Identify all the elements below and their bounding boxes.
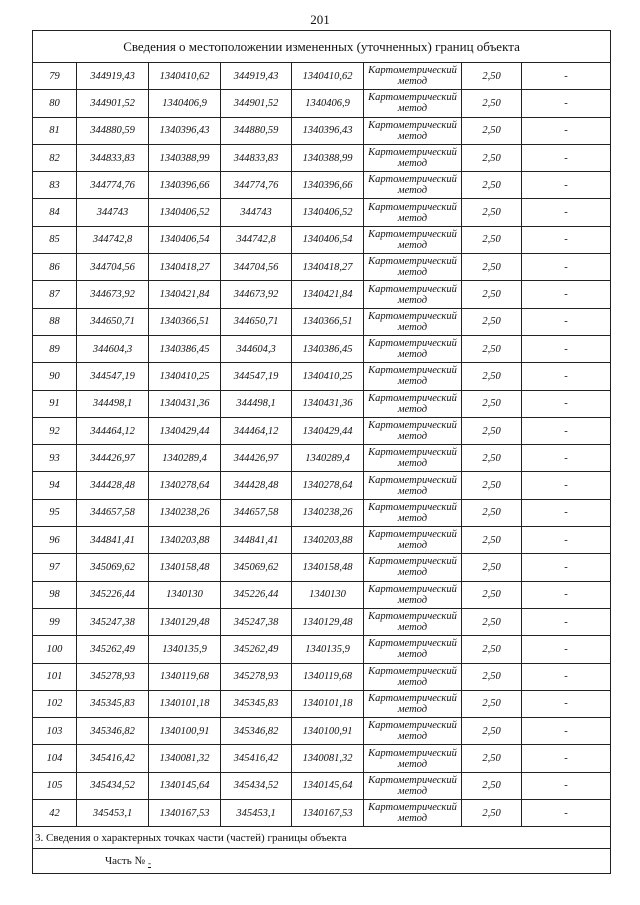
existing-x-cell: 345453,1 xyxy=(77,800,149,827)
new-x-cell: 344704,56 xyxy=(221,254,292,281)
new-y-cell: 1340406,52 xyxy=(292,199,364,226)
new-y-cell: 1340100,91 xyxy=(292,718,364,745)
existing-x-cell: 345226,44 xyxy=(77,581,149,608)
description-cell: - xyxy=(522,144,611,171)
new-y-cell: 1340119,68 xyxy=(292,663,364,690)
point-number-cell: 91 xyxy=(33,390,77,417)
point-number-cell: 86 xyxy=(33,254,77,281)
existing-x-cell: 345346,82 xyxy=(77,718,149,745)
existing-x-cell: 345434,52 xyxy=(77,772,149,799)
new-y-cell: 1340081,32 xyxy=(292,745,364,772)
accuracy-cell: 2,50 xyxy=(462,581,522,608)
new-x-cell: 345345,83 xyxy=(221,690,292,717)
method-cell: Картометрический метод xyxy=(364,144,462,171)
new-x-cell: 344901,52 xyxy=(221,90,292,117)
table-row xyxy=(33,226,611,253)
accuracy-cell: 2,50 xyxy=(462,363,522,390)
accuracy-cell: 2,50 xyxy=(462,117,522,144)
table-row xyxy=(33,636,611,663)
existing-y-cell: 1340410,25 xyxy=(149,363,221,390)
table-row xyxy=(33,63,611,90)
method-cell: Картометрический метод xyxy=(364,499,462,526)
point-number-cell: 100 xyxy=(33,636,77,663)
description-cell: - xyxy=(522,472,611,499)
point-number-cell: 80 xyxy=(33,90,77,117)
table-row xyxy=(33,663,611,690)
description-cell: - xyxy=(522,581,611,608)
existing-y-cell: 1340135,9 xyxy=(149,636,221,663)
new-y-cell: 1340278,64 xyxy=(292,472,364,499)
description-cell: - xyxy=(522,226,611,253)
table-row xyxy=(33,363,611,390)
existing-x-cell: 344547,19 xyxy=(77,363,149,390)
new-x-cell: 344604,3 xyxy=(221,335,292,362)
new-x-cell: 344774,76 xyxy=(221,172,292,199)
accuracy-cell: 2,50 xyxy=(462,335,522,362)
method-cell: Картометрический метод xyxy=(364,772,462,799)
description-cell: - xyxy=(522,445,611,472)
table-row xyxy=(33,390,611,417)
accuracy-cell: 2,50 xyxy=(462,172,522,199)
existing-y-cell: 1340366,51 xyxy=(149,308,221,335)
description-cell: - xyxy=(522,281,611,308)
method-cell: Картометрический метод xyxy=(364,690,462,717)
accuracy-cell: 2,50 xyxy=(462,226,522,253)
method-cell: Картометрический метод xyxy=(364,800,462,827)
table-row xyxy=(33,608,611,635)
accuracy-cell: 2,50 xyxy=(462,745,522,772)
point-number-cell: 99 xyxy=(33,608,77,635)
new-y-cell: 1340396,66 xyxy=(292,172,364,199)
existing-y-cell: 1340429,44 xyxy=(149,417,221,444)
existing-y-cell: 1340406,54 xyxy=(149,226,221,253)
existing-y-cell: 1340289,4 xyxy=(149,445,221,472)
new-y-cell: 1340410,25 xyxy=(292,363,364,390)
part-cell xyxy=(33,849,611,874)
new-x-cell: 344428,48 xyxy=(221,472,292,499)
table-row xyxy=(33,335,611,362)
point-number-cell: 104 xyxy=(33,745,77,772)
accuracy-cell: 2,50 xyxy=(462,308,522,335)
description-cell: - xyxy=(522,772,611,799)
new-y-cell: 1340418,27 xyxy=(292,254,364,281)
method-cell: Картометрический метод xyxy=(364,63,462,90)
point-number-cell: 93 xyxy=(33,445,77,472)
existing-x-cell: 345069,62 xyxy=(77,554,149,581)
method-cell: Картометрический метод xyxy=(364,363,462,390)
point-number-cell: 95 xyxy=(33,499,77,526)
new-x-cell: 345416,42 xyxy=(221,745,292,772)
table-row xyxy=(33,718,611,745)
table-row xyxy=(33,472,611,499)
new-y-cell: 1340145,64 xyxy=(292,772,364,799)
point-number-cell: 81 xyxy=(33,117,77,144)
existing-x-cell: 344743 xyxy=(77,199,149,226)
accuracy-cell: 2,50 xyxy=(462,472,522,499)
accuracy-cell: 2,50 xyxy=(462,608,522,635)
existing-x-cell: 344833,83 xyxy=(77,144,149,171)
table-row xyxy=(33,690,611,717)
existing-x-cell: 345262,49 xyxy=(77,636,149,663)
method-cell: Картометрический метод xyxy=(364,554,462,581)
table-row xyxy=(33,144,611,171)
existing-x-cell: 344604,3 xyxy=(77,335,149,362)
description-cell: - xyxy=(522,363,611,390)
description-cell: - xyxy=(522,417,611,444)
table-row xyxy=(33,800,611,827)
accuracy-cell: 2,50 xyxy=(462,417,522,444)
existing-y-cell: 1340158,48 xyxy=(149,554,221,581)
existing-x-cell: 344919,43 xyxy=(77,63,149,90)
existing-y-cell: 1340431,36 xyxy=(149,390,221,417)
accuracy-cell: 2,50 xyxy=(462,144,522,171)
table-title: Сведения о местоположении измененных (уточненных) границ объекта xyxy=(33,31,611,63)
new-y-cell: 1340238,26 xyxy=(292,499,364,526)
point-number-cell: 79 xyxy=(33,63,77,90)
new-x-cell: 344833,83 xyxy=(221,144,292,171)
new-x-cell: 344650,71 xyxy=(221,308,292,335)
point-number-cell: 101 xyxy=(33,663,77,690)
existing-x-cell: 344464,12 xyxy=(77,417,149,444)
table-row xyxy=(33,90,611,117)
existing-x-cell: 344880,59 xyxy=(77,117,149,144)
method-cell: Картометрический метод xyxy=(364,199,462,226)
existing-y-cell: 1340396,43 xyxy=(149,117,221,144)
existing-y-cell: 1340406,9 xyxy=(149,90,221,117)
point-number-cell: 92 xyxy=(33,417,77,444)
new-x-cell: 344673,92 xyxy=(221,281,292,308)
new-y-cell: 1340366,51 xyxy=(292,308,364,335)
point-number-cell: 94 xyxy=(33,472,77,499)
existing-x-cell: 344657,58 xyxy=(77,499,149,526)
existing-x-cell: 344426,97 xyxy=(77,445,149,472)
new-y-cell: 1340130 xyxy=(292,581,364,608)
method-cell: Картометрический метод xyxy=(364,417,462,444)
method-cell: Картометрический метод xyxy=(364,335,462,362)
accuracy-cell: 2,50 xyxy=(462,281,522,308)
existing-x-cell: 344673,92 xyxy=(77,281,149,308)
new-x-cell: 344880,59 xyxy=(221,117,292,144)
existing-x-cell: 345247,38 xyxy=(77,608,149,635)
accuracy-cell: 2,50 xyxy=(462,254,522,281)
new-x-cell: 345278,93 xyxy=(221,663,292,690)
existing-y-cell: 1340101,18 xyxy=(149,690,221,717)
method-cell: Картометрический метод xyxy=(364,527,462,554)
section3-title: 3. Сведения о характерных точках части (частей) границы объекта xyxy=(33,827,611,849)
description-cell: - xyxy=(522,663,611,690)
point-number-cell: 96 xyxy=(33,527,77,554)
existing-x-cell: 344841,41 xyxy=(77,527,149,554)
table-row xyxy=(33,308,611,335)
accuracy-cell: 2,50 xyxy=(462,527,522,554)
method-cell: Картометрический метод xyxy=(364,308,462,335)
point-number-cell: 97 xyxy=(33,554,77,581)
new-x-cell: 345453,1 xyxy=(221,800,292,827)
new-x-cell: 345434,52 xyxy=(221,772,292,799)
existing-y-cell: 1340386,45 xyxy=(149,335,221,362)
description-cell: - xyxy=(522,172,611,199)
new-y-cell: 1340410,62 xyxy=(292,63,364,90)
method-cell: Картометрический метод xyxy=(364,90,462,117)
accuracy-cell: 2,50 xyxy=(462,800,522,827)
new-y-cell: 1340289,4 xyxy=(292,445,364,472)
new-y-cell: 1340406,54 xyxy=(292,226,364,253)
new-x-cell: 344426,97 xyxy=(221,445,292,472)
existing-y-cell: 1340130 xyxy=(149,581,221,608)
accuracy-cell: 2,50 xyxy=(462,554,522,581)
new-x-cell: 344742,8 xyxy=(221,226,292,253)
existing-y-cell: 1340388,99 xyxy=(149,144,221,171)
accuracy-cell: 2,50 xyxy=(462,445,522,472)
new-y-cell: 1340158,48 xyxy=(292,554,364,581)
point-number-cell: 83 xyxy=(33,172,77,199)
new-x-cell: 344464,12 xyxy=(221,417,292,444)
new-y-cell: 1340203,88 xyxy=(292,527,364,554)
new-x-cell: 345247,38 xyxy=(221,608,292,635)
point-number-cell: 89 xyxy=(33,335,77,362)
existing-y-cell: 1340421,84 xyxy=(149,281,221,308)
table-row xyxy=(33,281,611,308)
existing-y-cell: 1340406,52 xyxy=(149,199,221,226)
description-cell: - xyxy=(522,800,611,827)
point-number-cell: 102 xyxy=(33,690,77,717)
new-y-cell: 1340101,18 xyxy=(292,690,364,717)
description-cell: - xyxy=(522,636,611,663)
table-row xyxy=(33,772,611,799)
accuracy-cell: 2,50 xyxy=(462,690,522,717)
description-cell: - xyxy=(522,527,611,554)
accuracy-cell: 2,50 xyxy=(462,90,522,117)
new-x-cell: 344657,58 xyxy=(221,499,292,526)
existing-x-cell: 344428,48 xyxy=(77,472,149,499)
existing-y-cell: 1340203,88 xyxy=(149,527,221,554)
table-row xyxy=(33,554,611,581)
method-cell: Картометрический метод xyxy=(364,390,462,417)
description-cell: - xyxy=(522,117,611,144)
method-cell: Картометрический метод xyxy=(364,172,462,199)
existing-x-cell: 344742,8 xyxy=(77,226,149,253)
method-cell: Картометрический метод xyxy=(364,254,462,281)
description-cell: - xyxy=(522,308,611,335)
existing-y-cell: 1340100,91 xyxy=(149,718,221,745)
new-y-cell: 1340431,36 xyxy=(292,390,364,417)
table-row xyxy=(33,581,611,608)
point-number-cell: 88 xyxy=(33,308,77,335)
section3-row xyxy=(33,827,611,849)
new-x-cell: 345226,44 xyxy=(221,581,292,608)
existing-y-cell: 1340278,64 xyxy=(149,472,221,499)
new-y-cell: 1340421,84 xyxy=(292,281,364,308)
method-cell: Картометрический метод xyxy=(364,745,462,772)
new-y-cell: 1340396,43 xyxy=(292,117,364,144)
new-y-cell: 1340135,9 xyxy=(292,636,364,663)
table-row xyxy=(33,172,611,199)
point-number-cell: 82 xyxy=(33,144,77,171)
new-y-cell: 1340167,53 xyxy=(292,800,364,827)
method-cell: Картометрический метод xyxy=(364,636,462,663)
description-cell: - xyxy=(522,499,611,526)
description-cell: - xyxy=(522,390,611,417)
existing-y-cell: 1340119,68 xyxy=(149,663,221,690)
point-number-cell: 87 xyxy=(33,281,77,308)
existing-y-cell: 1340129,48 xyxy=(149,608,221,635)
new-x-cell: 344743 xyxy=(221,199,292,226)
new-y-cell: 1340388,99 xyxy=(292,144,364,171)
existing-x-cell: 345278,93 xyxy=(77,663,149,690)
description-cell: - xyxy=(522,554,611,581)
new-x-cell: 345069,62 xyxy=(221,554,292,581)
method-cell: Картометрический метод xyxy=(364,472,462,499)
accuracy-cell: 2,50 xyxy=(462,772,522,799)
method-cell: Картометрический метод xyxy=(364,281,462,308)
description-cell: - xyxy=(522,690,611,717)
accuracy-cell: 2,50 xyxy=(462,718,522,745)
method-cell: Картометрический метод xyxy=(364,608,462,635)
new-y-cell: 1340129,48 xyxy=(292,608,364,635)
table-title-row xyxy=(33,31,611,63)
method-cell: Картометрический метод xyxy=(364,445,462,472)
part-label: Часть № xyxy=(105,854,145,867)
new-y-cell: 1340386,45 xyxy=(292,335,364,362)
existing-y-cell: 1340396,66 xyxy=(149,172,221,199)
existing-x-cell: 344901,52 xyxy=(77,90,149,117)
existing-y-cell: 1340145,64 xyxy=(149,772,221,799)
description-cell: - xyxy=(522,745,611,772)
document-frame xyxy=(32,30,610,874)
description-cell: - xyxy=(522,90,611,117)
new-x-cell: 344841,41 xyxy=(221,527,292,554)
new-y-cell: 1340429,44 xyxy=(292,417,364,444)
existing-x-cell: 344650,71 xyxy=(77,308,149,335)
existing-y-cell: 1340167,53 xyxy=(149,800,221,827)
description-cell: - xyxy=(522,608,611,635)
table-row xyxy=(33,254,611,281)
part-number: - xyxy=(147,857,151,868)
new-x-cell: 345262,49 xyxy=(221,636,292,663)
accuracy-cell: 2,50 xyxy=(462,636,522,663)
existing-x-cell: 345345,83 xyxy=(77,690,149,717)
existing-x-cell: 344774,76 xyxy=(77,172,149,199)
accuracy-cell: 2,50 xyxy=(462,63,522,90)
page-number: 201 xyxy=(310,12,330,27)
existing-y-cell: 1340418,27 xyxy=(149,254,221,281)
existing-x-cell: 344498,1 xyxy=(77,390,149,417)
point-number-cell: 42 xyxy=(33,800,77,827)
table-row xyxy=(33,499,611,526)
point-number-cell: 103 xyxy=(33,718,77,745)
new-x-cell: 344547,19 xyxy=(221,363,292,390)
description-cell: - xyxy=(522,335,611,362)
description-cell: - xyxy=(522,199,611,226)
table-row xyxy=(33,745,611,772)
point-number-cell: 84 xyxy=(33,199,77,226)
existing-y-cell: 1340081,32 xyxy=(149,745,221,772)
boundary-table xyxy=(32,30,611,874)
method-cell: Картометрический метод xyxy=(364,226,462,253)
method-cell: Картометрический метод xyxy=(364,117,462,144)
table-row xyxy=(33,117,611,144)
method-cell: Картометрический метод xyxy=(364,663,462,690)
method-cell: Картометрический метод xyxy=(364,581,462,608)
accuracy-cell: 2,50 xyxy=(462,663,522,690)
new-x-cell: 344498,1 xyxy=(221,390,292,417)
table-row xyxy=(33,417,611,444)
description-cell: - xyxy=(522,718,611,745)
point-number-cell: 85 xyxy=(33,226,77,253)
method-cell: Картометрический метод xyxy=(364,718,462,745)
existing-y-cell: 1340238,26 xyxy=(149,499,221,526)
accuracy-cell: 2,50 xyxy=(462,499,522,526)
table-row xyxy=(33,445,611,472)
part-row xyxy=(33,849,611,874)
description-cell: - xyxy=(522,63,611,90)
new-x-cell: 344919,43 xyxy=(221,63,292,90)
new-y-cell: 1340406,9 xyxy=(292,90,364,117)
accuracy-cell: 2,50 xyxy=(462,390,522,417)
new-x-cell: 345346,82 xyxy=(221,718,292,745)
existing-y-cell: 1340410,62 xyxy=(149,63,221,90)
point-number-cell: 105 xyxy=(33,772,77,799)
existing-x-cell: 344704,56 xyxy=(77,254,149,281)
table-row xyxy=(33,527,611,554)
description-cell: - xyxy=(522,254,611,281)
point-number-cell: 90 xyxy=(33,363,77,390)
point-number-cell: 98 xyxy=(33,581,77,608)
table-row xyxy=(33,199,611,226)
existing-x-cell: 345416,42 xyxy=(77,745,149,772)
accuracy-cell: 2,50 xyxy=(462,199,522,226)
